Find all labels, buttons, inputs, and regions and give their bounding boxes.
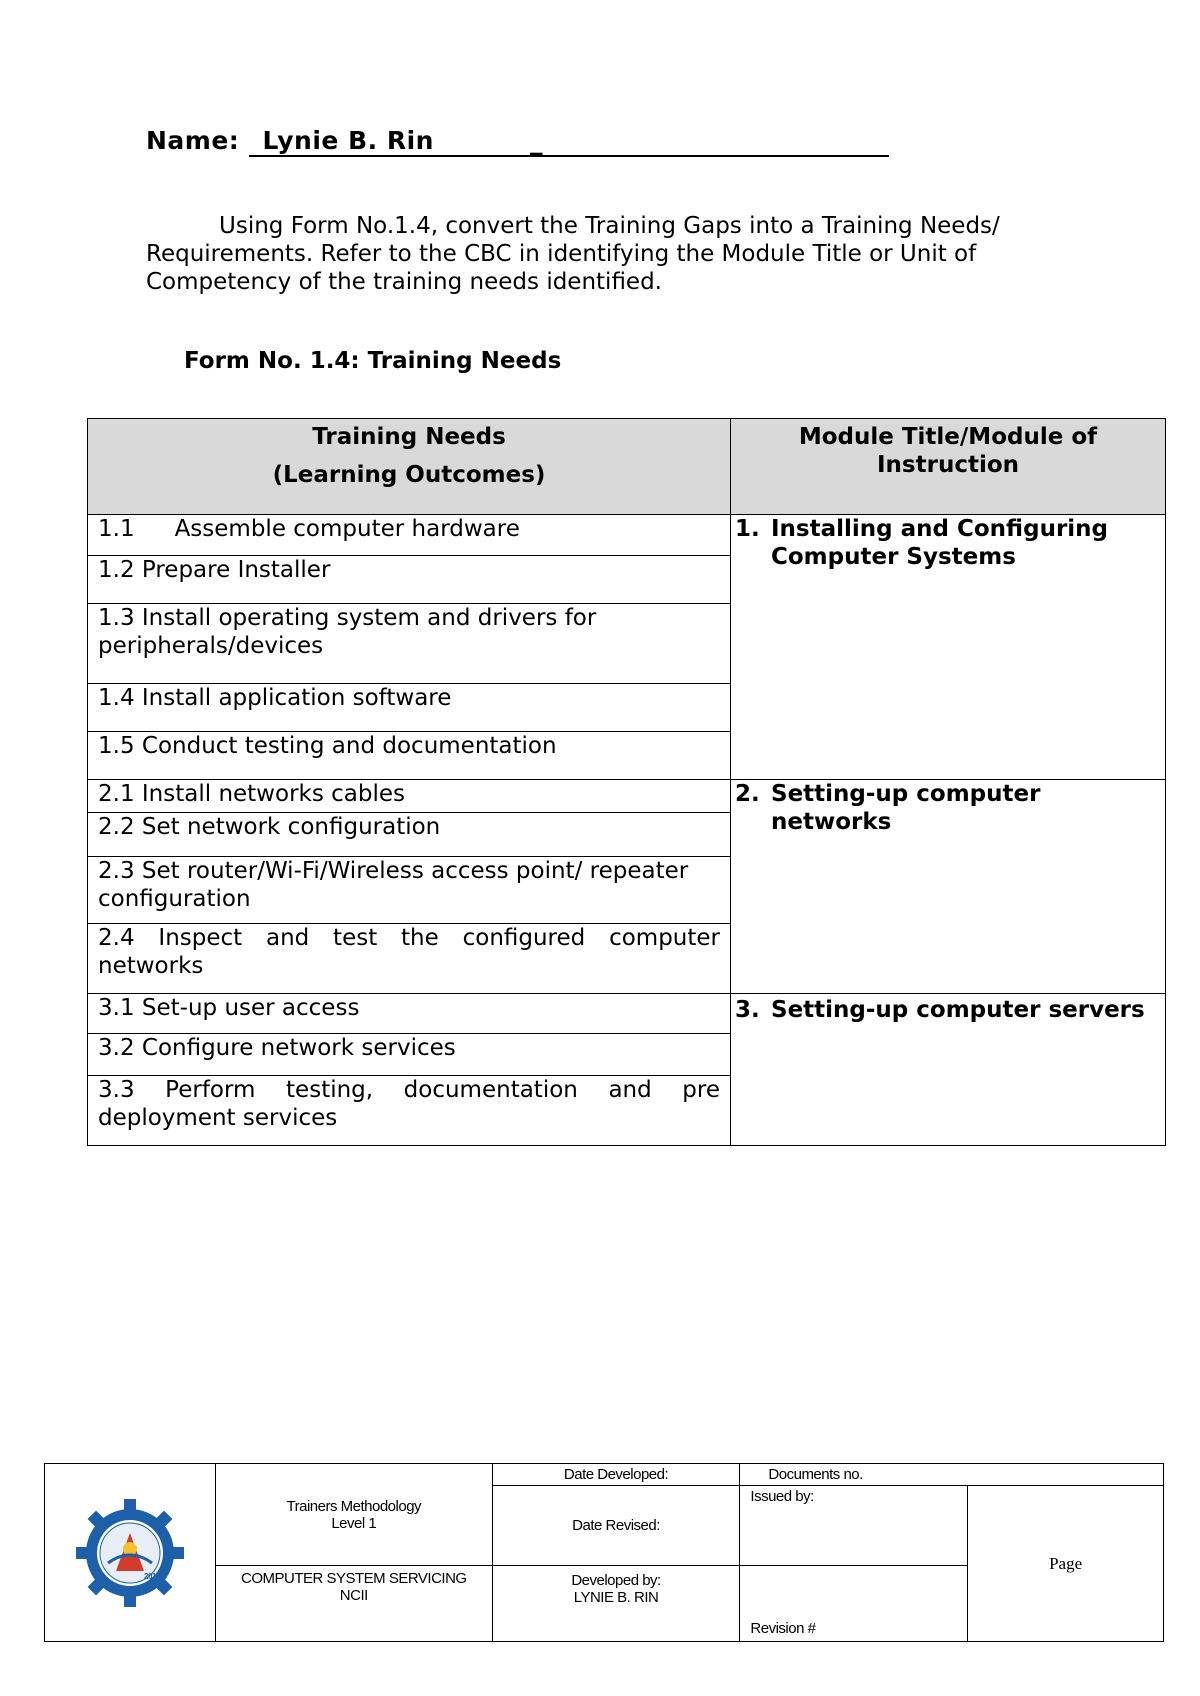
outcome-cell — [88, 684, 731, 732]
instructions: Using Form No.1.4, convert the Training Gaps into a Training Needs/ Requirements. Refer to the CBC in identifying the Module Title or Unit of Competency of the training needs identified. — [146, 213, 1000, 295]
outcome-num: 1.5 — [98, 733, 135, 759]
training-needs-table — [87, 418, 1166, 1146]
name-underscore: _ — [529, 126, 543, 155]
outcome-text: Inspect and test the configured computer networks — [98, 925, 720, 979]
outcome-num: 2.4 — [98, 925, 135, 951]
outcome-text: Conduct testing and documentation — [141, 733, 557, 759]
date-developed-label: Date Developed: — [563, 1466, 669, 1483]
outcome-num: 3.3 — [98, 1077, 135, 1103]
outcome-num: 3.1 — [98, 995, 135, 1021]
developed-by-cell — [492, 1566, 740, 1642]
outcome-cell — [88, 924, 731, 994]
outcome-text: Install networks cables — [141, 781, 405, 807]
module-number: 1. — [735, 516, 760, 542]
table-row — [88, 515, 1166, 556]
date-revised-label: Date Revised: — [572, 1517, 660, 1534]
col-header-module-title: Module Title/Module of Instruction — [731, 419, 1166, 515]
documents-no-label: Documents no. — [768, 1466, 863, 1483]
col1-header-line2: (Learning Outcomes) — [272, 462, 546, 488]
issued-by-label: Issued by: — [750, 1488, 814, 1505]
module-cell — [731, 515, 1166, 780]
institution-logo-icon — [74, 1497, 186, 1609]
developed-by-value: LYNIE B. RIN — [573, 1589, 659, 1606]
course-line1: Trainers Methodology — [286, 1497, 422, 1515]
outcome-cell — [88, 515, 731, 556]
revision-label: Revision # — [750, 1620, 816, 1637]
outcome-text: Configure network services — [141, 1035, 456, 1061]
module-number: 3. — [735, 997, 760, 1023]
outcome-cell — [88, 1034, 731, 1076]
qualification-line2: NCII — [339, 1587, 368, 1604]
name-value — [249, 126, 889, 157]
course-line2: Level 1 — [331, 1514, 377, 1532]
outcome-num: 2.1 — [98, 781, 135, 807]
name-line — [146, 126, 889, 157]
outcome-cell — [88, 604, 731, 684]
outcome-num: 2.3 — [98, 858, 135, 884]
outcome-text: Set router/Wi-Fi/Wireless access point/ repeater configuration — [98, 858, 689, 912]
module-title: Installing and Configuring Computer Systems — [771, 516, 1109, 570]
module-title: Setting-up computer servers — [771, 997, 1145, 1023]
outcome-text: Assemble computer hardware — [174, 516, 520, 542]
table-row — [88, 994, 1166, 1034]
outcome-num: 1.4 — [98, 685, 135, 711]
document-footer — [44, 1463, 1164, 1642]
logo-year: 2014 — [143, 1571, 160, 1581]
outcome-cell — [88, 1076, 731, 1146]
date-revised-cell — [492, 1486, 740, 1566]
outcome-cell — [88, 994, 731, 1034]
qualification-line1: COMPUTER SYSTEM SERVICING — [240, 1570, 467, 1587]
outcome-text: Perform testing, documentation and pre deployment services — [98, 1077, 721, 1131]
outcome-text: Set-up user access — [141, 995, 360, 1021]
module-cell — [731, 994, 1166, 1146]
outcome-text: Install operating system and drivers for peripherals/devices — [98, 605, 597, 659]
table-header-row — [88, 419, 1166, 515]
outcome-cell — [88, 857, 731, 924]
qualification-cell — [215, 1566, 492, 1642]
outcome-num: 1.3 — [98, 605, 135, 631]
outcome-cell — [88, 813, 731, 857]
name-text: Lynie B. Rin — [262, 126, 434, 155]
outcome-text: Prepare Installer — [141, 557, 331, 583]
revision-cell — [740, 1566, 968, 1642]
module-title: Setting-up computer networks — [771, 781, 1041, 835]
outcome-cell — [88, 556, 731, 604]
developed-by-label: Developed by: — [571, 1572, 661, 1589]
outcome-num: 3.2 — [98, 1035, 135, 1061]
col-header-training-needs — [88, 419, 731, 515]
outcome-num: 2.2 — [98, 814, 135, 840]
module-cell — [731, 780, 1166, 994]
name-label: Name: — [146, 126, 240, 155]
issued-by-cell — [740, 1486, 968, 1566]
outcome-text: Install application software — [141, 685, 452, 711]
date-developed-cell — [492, 1464, 740, 1486]
page-label: Page — [1049, 1553, 1083, 1573]
logo-cell — [45, 1464, 216, 1642]
outcome-cell — [88, 780, 731, 813]
form-title: Form No. 1.4: Training Needs — [184, 348, 562, 374]
module-number: 2. — [735, 781, 760, 807]
documents-no-cell — [740, 1464, 1164, 1486]
outcome-text: Set network configuration — [141, 814, 441, 840]
course-cell — [215, 1464, 492, 1566]
page-cell — [968, 1486, 1164, 1642]
outcome-num: 1.2 — [98, 557, 135, 583]
outcome-num: 1.1 — [98, 516, 135, 542]
outcome-cell — [88, 732, 731, 780]
col1-header-line1: Training Needs — [312, 424, 506, 450]
table-row — [88, 780, 1166, 813]
